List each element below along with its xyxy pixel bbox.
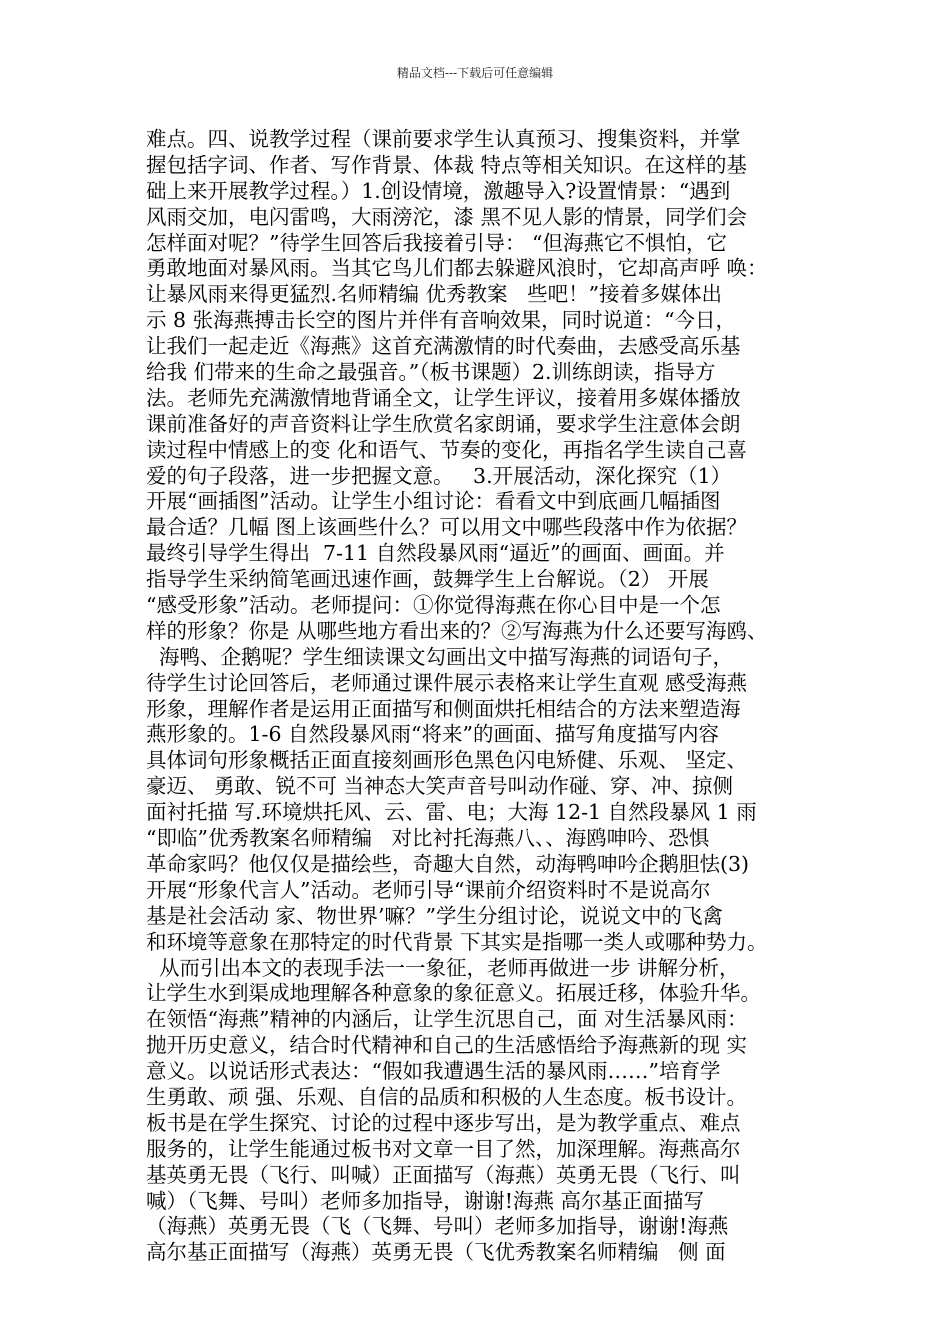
text-line: 风雨交加，电闪雷鸣，大雨滂沱，漆 黑不见人影的情景，同学们会 [146, 204, 748, 229]
text-line: 面衬托描 写.环境烘托风、云、雷、电；大海 12-1 自然段暴风 1 雨 [146, 800, 757, 825]
text-line: 在领悟“海燕”精神的内涵后，让学生沉思自己，面 对生活暴风雨： [146, 1007, 748, 1032]
text-line: 板书是在学生探究、讨论的过程中逐步写出，是为教学重点、难点 [146, 1110, 741, 1135]
text-line: “即临”优秀教案名师精编 对比衬托海燕八、、海鸥呻吟、恐惧 [146, 826, 710, 851]
text-line: 服务的，让学生能通过板书对文章一目了然，加深理解。海燕高尔 [146, 1136, 741, 1161]
text-line: 勇敢地面对暴风雨。当其它鸟儿们都去躲避风浪时，它却高声呼 唤： [146, 256, 768, 281]
text-line: 豪迈、 勇敢、锐不可 当神态大笑声音号叫动作碰、穿、冲、掠侧 [146, 774, 734, 799]
text-line: 握包括字词、作者、写作背景、体裁 特点等相关知识。在这样的基 [146, 152, 748, 177]
text-line: 基英勇无畏（飞行、叫喊）正面描写（海燕）英勇无畏（飞行、叫 [146, 1162, 741, 1187]
text-line: （海燕）英勇无畏（飞（飞舞、号叫）老师多加指导，谢谢!海燕 [146, 1214, 729, 1239]
text-line: 指导学生采纳简笔画迅速作画，鼓舞学生上台解说。（2） 开展 [146, 567, 709, 592]
page-header: 精品文档---下载后可任意编辑 [396, 66, 554, 80]
text-line: 燕形象的。1-6 自然段暴风雨“将来”的画面、描写角度描写内容 [146, 722, 719, 747]
text-line: 意义。以说话形式表达：“假如我遭遇生活的暴风雨……”培育学 [146, 1059, 721, 1084]
text-line: 基是社会活动 家、物世界’嘛？”学生分组讨论，说说文中的飞禽 [146, 903, 724, 928]
text-line: 示 8 张海燕搏击长空的图片并伴有音响效果，同时说道：“今日， [146, 308, 737, 333]
text-line: 待学生讨论回答后，老师通过课件展示表格来让学生直观 感受海燕 [146, 670, 748, 695]
text-line: 和环境等意象在那特定的时代背景 下其实是指哪一类人或哪种势力。 [146, 929, 768, 954]
text-line: 最终引导学生得出 7-11 自然段暴风雨“逼近”的画面、画面。并 [146, 541, 725, 566]
text-line: 爱的句子段落，进一步把握文意。 3.开展活动，深化探究（1） [146, 463, 732, 488]
text-line: 生勇敢、顽 强、乐观、自信的品质和积极的人生态度。板书设计。 [146, 1084, 748, 1109]
text-line: 法。老师先充满激情地背诵全文，让学生评议，接着用多媒体播放 [146, 385, 741, 410]
text-line: 课前准备好的声音资料让学生欣赏名家朗诵，要求学生注意体会朗 [146, 411, 741, 436]
text-line: 读过程中情感上的变 化和语气、节奏的变化，再指名学生读自己喜 [146, 437, 748, 462]
document-body [146, 127, 808, 1266]
text-line: 海鸭、企鹅呢？学生细读课文勾画出文中描写海燕的词语句子， [146, 644, 734, 669]
text-line: 开展“形象代言人”活动。老师引导“课前介绍资料时不是说高尔 [146, 877, 711, 902]
text-line: 高尔基正面描写（海燕）英勇无畏（飞优秀教案名师精编 侧 面 [146, 1240, 726, 1265]
text-line: 让我们一起走近《海燕》这首充满激情的时代奏曲，去感受高乐基 [146, 334, 741, 359]
text-line: 形象，理解作者是运用正面描写和侧面烘托相结合的方法来塑造海 [146, 696, 741, 721]
text-line: 难点。四、说教学过程（课前要求学生认真预习、搜集资料，并掌 [146, 127, 741, 151]
text-line: 最合适？几幅 图上该画些什么？可以用文中哪些段落中作为依据？ [146, 515, 748, 540]
text-line: 础上来开展教学过程。）1.创设情境，激趣导入?设置情景：“遇到 [146, 178, 731, 203]
text-line: 抛开历史意义，结合时代精神和自己的生活感悟给予海燕新的现 实 [146, 1033, 748, 1058]
text-line: 开展“画插图”活动。让学生小组讨论：看看文中到底画几幅插图 [146, 489, 721, 514]
text-line: 让学生水到渠成地理解各种意象的象征意义。拓展迁移，体验升华。 [146, 981, 761, 1006]
text-line: 喊）（飞舞、号叫）老师多加指导，谢谢!海燕 高尔基正面描写 [146, 1188, 705, 1213]
text-line: 具体词句形象概括正面直接刻画形色黑色闪电矫健、乐观、 坚定、 [146, 748, 748, 773]
text-line: 怎样面对呢？”待学生回答后我接着引导： “但海燕它不惧怕，它 [146, 230, 727, 255]
text-line: 从而引出本文的表现手法一一象征，老师再做进一步 讲解分析， [146, 955, 740, 980]
text-line: 样的形象？你是 从哪些地方看出来的？②写海燕为什么还要写海鸥、 [146, 618, 768, 643]
text-line: “感受形象”活动。老师提问：①你觉得海燕在你心目中是一个怎 [146, 593, 721, 618]
text-line: 让暴风雨来得更猛烈.名师精编 优秀教案 些吧！”接着多媒体出 [146, 282, 723, 307]
text-line: 给我 们带来的生命之最强音。”（板书课题）2.训练朗读，指导方 [146, 360, 716, 385]
text-line: 革命家吗？他仅仅是描绘些，奇趣大自然，动海鸭呻吟企鹅胆怯(3) [146, 851, 750, 876]
